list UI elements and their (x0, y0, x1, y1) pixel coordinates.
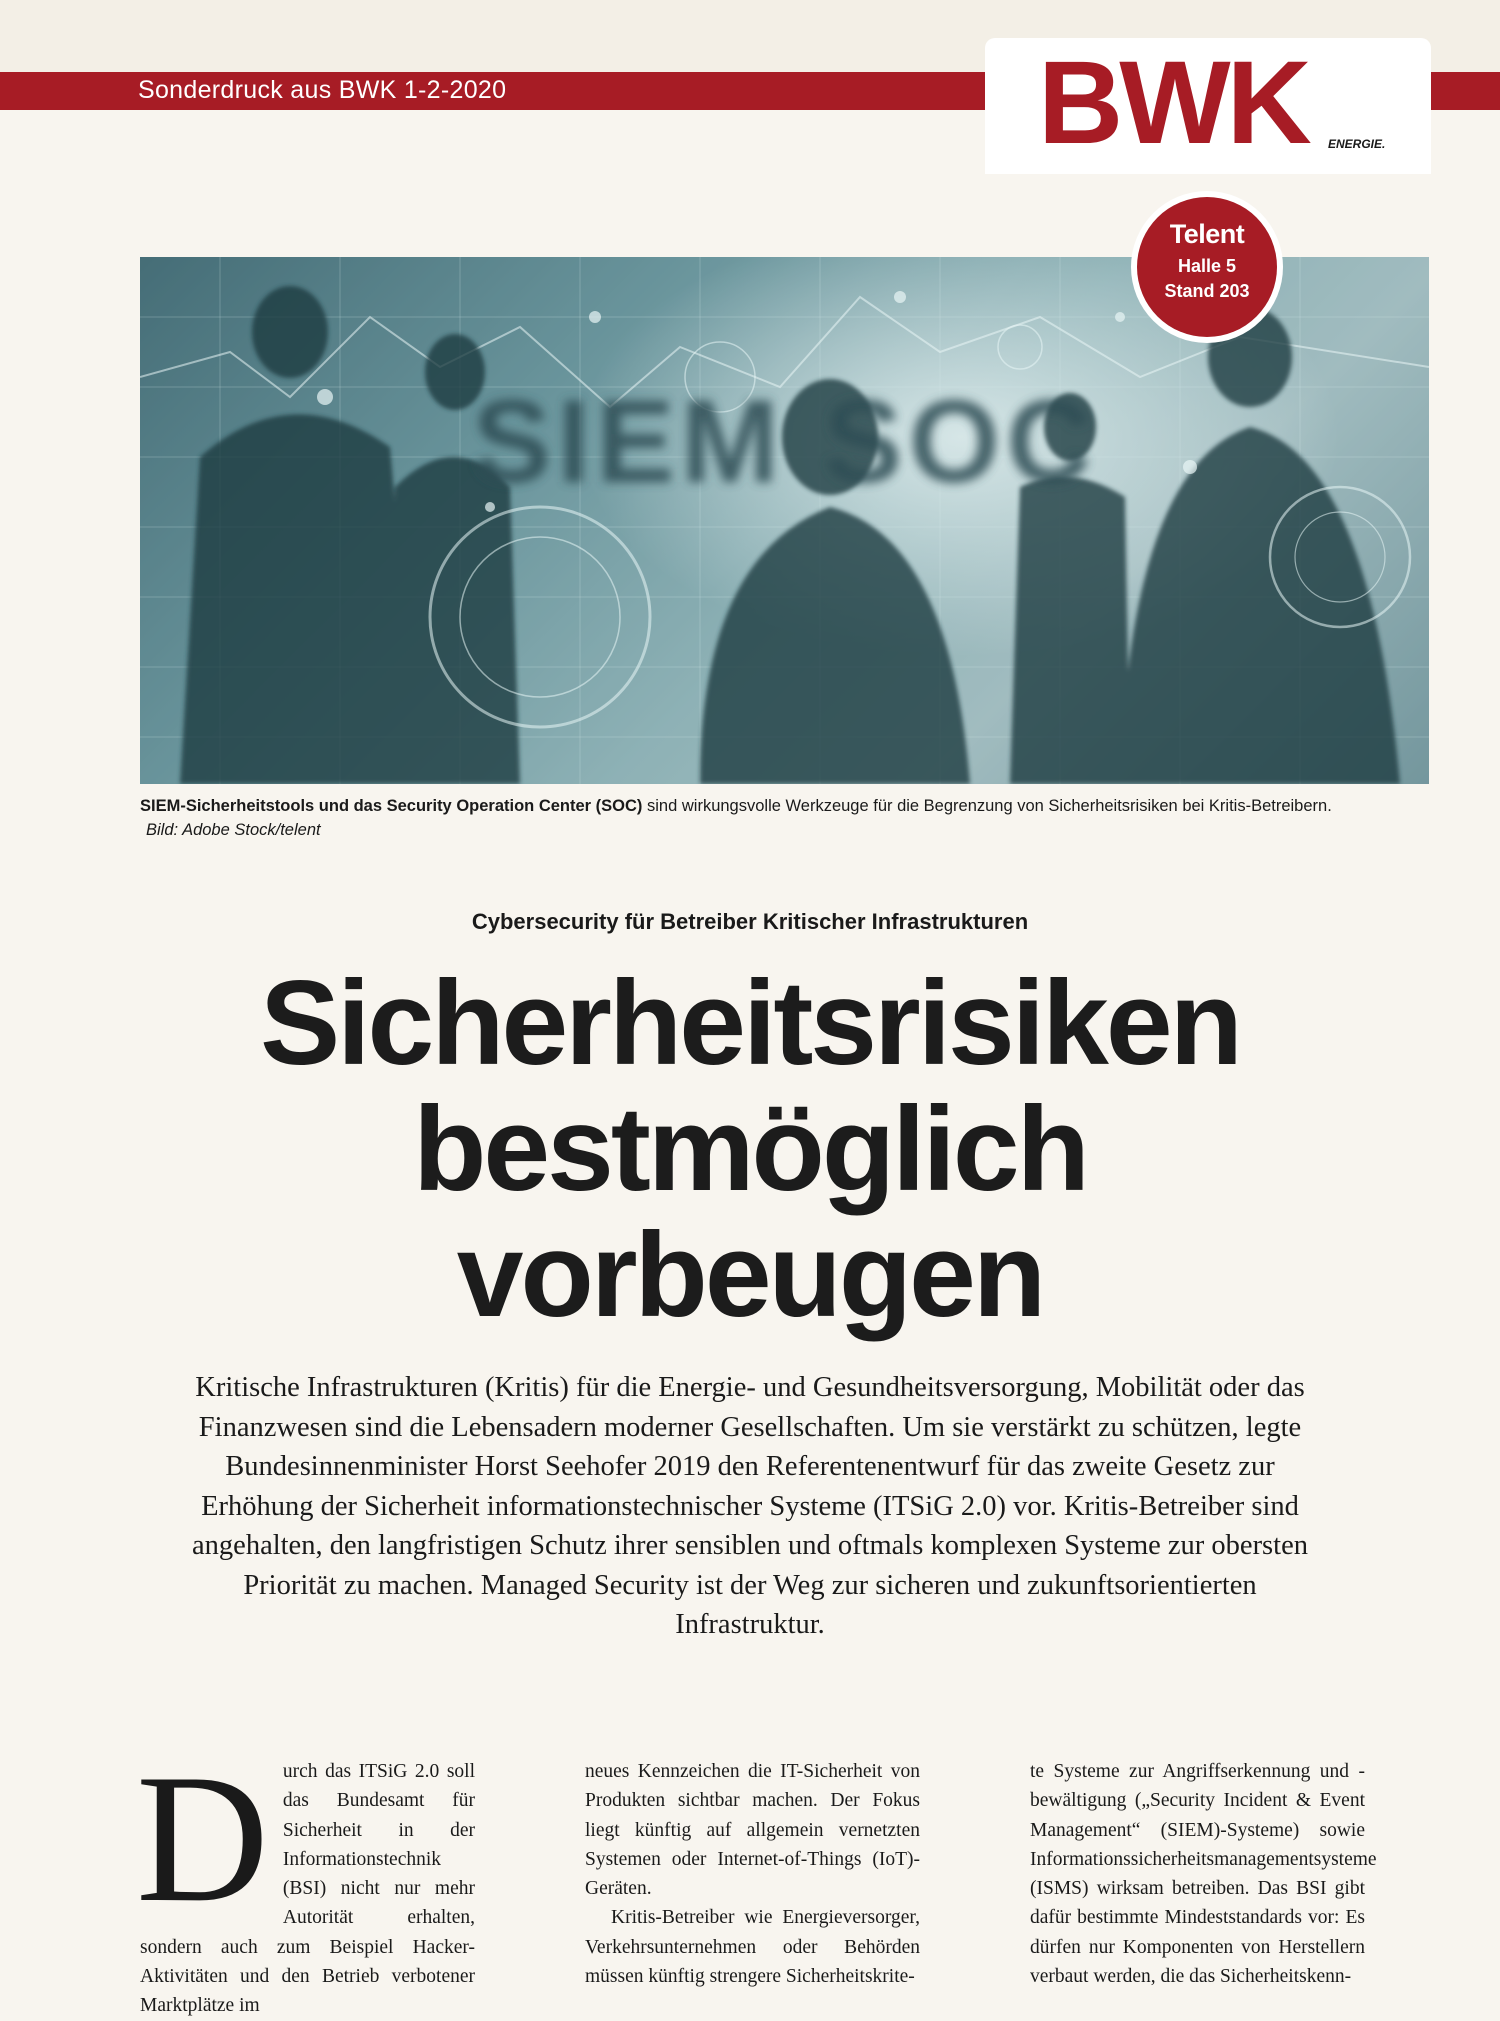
sonderdruck-label: Sonderdruck aus BWK 1-2-2020 (138, 76, 507, 104)
badge-company: Telent (1169, 219, 1245, 249)
badge-hall: Halle 5 (1177, 256, 1237, 276)
hero-image (140, 257, 1429, 784)
headline-line-3: vorbeugen (456, 1208, 1044, 1342)
caption-credit: Bild: Adobe Stock/telent (146, 821, 321, 839)
article-lead: Kritische Infrastrukturen (Kritis) für die Energie- und Gesundheitsversorgung, Mobilität oder das Finanzwesen sind die Lebensadern moderner Gesellschaften. Um sie verstärkt zu schützen, legte Bundesinnenminister Horst Seehofer 2019 den Referentenentwurf für das zweite Gesetz zur Erhöhung der Sicherheit informationstechnischer Systeme (ITSiG 2.0) vor. Kritis-Betreiber sind angehalten, den langfristigen Schutz ihrer sensiblen und oftmals komplexen Systeme zur obersten Priorität zu machen. Managed Security ist der Weg zur sicheren und zukunftsorientierten Infrastruktur. (192, 1372, 1308, 1640)
logo-subtitle: ENERGIE. (1328, 137, 1386, 151)
body-col2-paragraph-2: Kritis-Betreiber wie Energieversorger, Verkehrsunternehmen oder Behörden müssen künftig strengere Sicherheitskrite- (585, 1907, 920, 1988)
article-headline (0, 956, 1500, 1342)
caption-bold: SIEM-Sicherheitstools und das Security Operation Center (SOC) (140, 797, 643, 815)
body-column-2 (585, 1757, 920, 1991)
article-kicker: Cybersecurity für Betreiber Kritischer Infrastrukturen (471, 909, 1029, 934)
bwk-logo: BWK (1038, 37, 1308, 169)
badge-stand: Stand 203 (1164, 281, 1250, 301)
body-col2-paragraph-1: neues Kennzeichen die IT-Sicherheit von Produkten sichtbar machen. Der Fokus liegt künftig auf allgemein vernetzten Systemen oder Internet-of-Things (IoT)-Geräten. (585, 1761, 920, 1900)
drop-cap: D (136, 1736, 269, 1940)
body-column-3 (1030, 1757, 1377, 1991)
caption-text: sind wirkungsvolle Werkzeuge für die Begrenzung von Sicherheitsrisiken bei Kritis-Betreibern. (647, 797, 1332, 815)
hero-overlay-text: SIEM SOC (472, 376, 1098, 508)
headline-line-1: Sicherheitsrisiken (260, 956, 1240, 1090)
body-column-1 (136, 1736, 475, 2021)
body-col1-text: urch das ITSiG 2.0 soll das Bundesamt für Sicherheit in der Informationstechnik (BSI) nicht nur mehr Autorität erhalten, sondern auch zum Beispiel Hacker-Aktivitäten und den Betrieb verbotener Marktplätze im (140, 1761, 475, 2017)
booth-badge (1137, 197, 1277, 337)
image-caption (140, 794, 1340, 842)
hero-illustration (140, 257, 1429, 784)
body-col3-text: te Systeme zur Angriffserkennung und -bewältigung („Security Incident & Event Management“ (SIEM)-Systeme) sowie Informationssicherheitsmanagementsysteme (ISMS) wirksam betreiben. Das BSI gibt dafür bestimmte Mindeststandards vor: Es dürfen nur Komponenten von Herstellern verbaut werden, die das Sicherheitskenn- (1030, 1761, 1377, 1988)
headline-line-2: bestmöglich (413, 1082, 1087, 1216)
